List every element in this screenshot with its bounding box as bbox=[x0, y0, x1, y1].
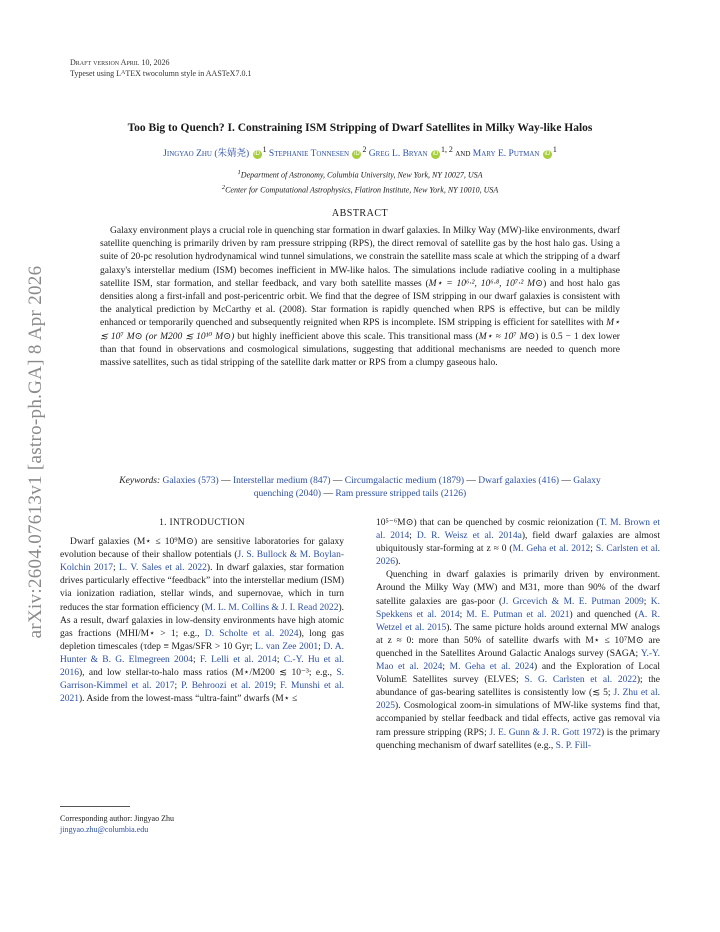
orcid-icon[interactable]: iD bbox=[354, 151, 360, 158]
citation-link[interactable]: F. Munshi et al. 2021 bbox=[60, 681, 344, 705]
paragraph-text: Dwarf galaxies (M⋆ ≤ 10⁹M⊙) are sensitive laboratories for galaxy evolution because of their shallow potentials ( bbox=[60, 537, 344, 561]
paragraph-text: ; bbox=[174, 681, 182, 692]
paragraph bbox=[376, 517, 660, 569]
citation-link[interactable]: L. V. Sales et al. 2022 bbox=[118, 563, 207, 574]
math-inline: M⋆ ≈ 10⁷ M⊙ bbox=[478, 331, 536, 342]
paragraph-text: ; bbox=[112, 563, 119, 574]
citation-link[interactable]: T. M. Brown et al. 2014 bbox=[376, 518, 660, 542]
citation-link[interactable]: J. Zhu et al. 2025 bbox=[376, 688, 660, 712]
paragraph-text: ; bbox=[643, 596, 651, 607]
paragraph-text: ), and low stellar-to-halo mass ratios (M⋆/M200 ≲ 10⁻³; e.g., bbox=[79, 668, 337, 679]
abstract-heading: ABSTRACT bbox=[331, 208, 389, 219]
author-list: Jingyao Zhu (朱婧尧) $iD^1$ Stephanie Tonnesen $iD^2$ Greg L. Bryan iD$^{1, 2}$ and Mary E. Putman $iD^1$ bbox=[163, 145, 557, 160]
footnote-rule bbox=[60, 806, 130, 807]
keyword-link[interactable]: Dwarf galaxies (416) bbox=[478, 476, 560, 486]
keywords-label: Keywords: bbox=[119, 476, 161, 486]
citation-link[interactable]: M. L. M. Collins & J. I. Read 2022 bbox=[204, 602, 339, 613]
paragraph-text: ; bbox=[459, 609, 467, 620]
email-link[interactable]: jingyao.zhu@columbia.edu bbox=[60, 825, 149, 834]
paragraph-text: ); the abundance of gas-bearing satellites is consistently low (≲ 5; bbox=[376, 675, 661, 699]
keyword-link[interactable]: Galaxy quenching (2040) bbox=[253, 476, 601, 499]
citation-link[interactable]: J. E. Gunn & J. R. Gott 1972 bbox=[489, 727, 601, 738]
paragraph-text: Quenching in dwarf galaxies is primarily driven by environment. Around the Milky Way (MW) and M31, more than 90% of the dwarf satellite galaxies are gas-poor ( bbox=[376, 570, 660, 607]
citation-link[interactable]: S. G. Carlsten et al. 2022 bbox=[524, 675, 637, 686]
author-name[interactable]: Mary E. Putman bbox=[472, 149, 540, 160]
paragraph-text: ; bbox=[193, 654, 200, 665]
right-column bbox=[376, 517, 660, 753]
citation-link[interactable]: M. Geha et al. 2024 bbox=[449, 662, 535, 673]
keyword-link[interactable]: Circumgalactic medium (1879) bbox=[344, 476, 465, 486]
citation-link[interactable]: J. Grcevich & M. E. Putman 2009 bbox=[502, 596, 644, 607]
citation-link[interactable]: K. Spekkens et al. 2014 bbox=[376, 596, 660, 620]
paragraph-text: ; bbox=[276, 654, 284, 665]
paragraph bbox=[60, 536, 344, 706]
citation-link[interactable]: C.-Y. Hu et al. 2016 bbox=[60, 654, 344, 679]
math-inline: M⋆ = 10⁶·², 10⁶·⁸, 10⁷·² M⊙ bbox=[428, 278, 544, 289]
keyword-link[interactable]: Interstellar medium (847) bbox=[232, 476, 331, 486]
orcid-icon[interactable]: iD bbox=[432, 151, 439, 158]
citation-link[interactable]: M. E. Putman et al. 2021 bbox=[466, 609, 570, 620]
left-column bbox=[60, 517, 344, 706]
keyword-link[interactable]: Ram pressure stripped tails (2126) bbox=[335, 489, 467, 499]
author-name[interactable]: Jingyao Zhu (朱婧尧) bbox=[163, 149, 250, 160]
orcid-icon[interactable]: iD bbox=[544, 151, 551, 158]
paragraph-text: ). As a result, dwarf galaxies in low-density environments have high atomic gas fractions (MHI/M⋆ > 1; e.g., bbox=[60, 602, 344, 639]
paragraph-text: ). Aside from the lowest-mass “ultra-faint” dwarfs (M⋆ ≤ bbox=[79, 694, 298, 705]
keyword-link[interactable]: Galaxies (573) bbox=[162, 476, 219, 486]
citation-link[interactable]: S. Carlsten et al. 2026 bbox=[376, 544, 661, 568]
abstract-text: Galaxy environment plays a crucial role in quenching star formation in dwarf galaxies. In Milky Way (MW)-like environments, dwarf satellite quenching is primarily driven by ram pressure stripping (RPS), the direct removal of satellite gas by the host halo gas. Using a suite of 20-pc resolution hydrodynamical wind tunnel simulations, we constrain the satellite mass scale at which the stripping of a dwarf galaxy's interstellar medium (ISM) becomes inefficient in MW-like halos. The simulations include radiative cooling in a multiphase satellite ISM, star formation, and stellar feedback, and vary both satellite masses (M⋆ = 10⁶·², 10⁶·⁸, 10⁷·² M⊙) and host halo gas densities along a first-infall and post-pericentric orbit. We find that the degree of ISM stripping in our dwarf galaxies is consistent with the analytical prediction by McCarthy et al. (2008). Star formation is rapidly quenched when RPS is effective, but can be mildly enhanced or temporarily quenched and subsequently reignited when RPS is incomplete. ISM stripping is efficient for satellites with M⋆ ≲ 10⁷ M⊙ (or M200 ≲ 10¹⁰ M⊙) but highly inefficient above this scale. This transitional mass (M⋆ ≈ 10⁷ M⊙) is 0.5 − 1 dex lower than that found in observations and cosmological simulations, suggesting that additional mechanisms are needed to quench more massive satellites, such as tidal stripping of the satellite dark matter or RPS from a clumpy gaseous halo. bbox=[100, 226, 620, 369]
citation-link[interactable]: Y.-Y. Mao et al. 2024 bbox=[376, 648, 660, 673]
paragraph-text: ). The same picture holds around external MW analogs at z ≈ 0: more than 50% of satellite dwarfs with M⋆ ≤ 10⁷M⊙ are quenched in the Satellites Around Galactic Analogs survey (SAGA; bbox=[376, 622, 660, 659]
paragraph-text: ; bbox=[409, 531, 417, 542]
citation-link[interactable]: P. Behroozi et al. 2019 bbox=[181, 681, 274, 692]
section-heading: 1. INTRODUCTION bbox=[159, 518, 245, 528]
arxiv-stamp-text: arXiv:2604.07613v1 [astro-ph.GA] 8 Apr 2026 bbox=[25, 265, 46, 639]
paragraph-text: 10⁵⁻⁶M⊙) that can be quenched by cosmic reionization ( bbox=[376, 518, 600, 528]
paragraph-text: ) is the primary quenching mechanism of dwarf satellites (e.g., bbox=[376, 727, 660, 751]
citation-link[interactable]: J. S. Bullock & M. Boylan-Kolchin 2017 bbox=[60, 550, 344, 574]
citation-link[interactable]: S. Garrison-Kimmel et al. 2017 bbox=[60, 668, 344, 692]
citation-link[interactable]: M. Geha et al. 2012 bbox=[512, 544, 591, 555]
paragraph-text: ), field dwarf galaxies are almost ubiquitously star-forming at z ≈ 0 ( bbox=[376, 531, 661, 555]
paragraph-text: ). Cosmological zoom-in simulations of MW-like systems find that, accompanied by stellar feedback and tidal effects, active gas removal via ram pressure stripping (RPS; bbox=[376, 701, 660, 738]
paragraph-text: ; bbox=[442, 662, 450, 673]
draft-version: Draft version April 10, 2026 bbox=[70, 58, 170, 67]
affiliations bbox=[60, 167, 660, 196]
math-inline: M⋆ ≲ 10⁷ M⊙ (or M200 ≲ 10¹⁰ M⊙) bbox=[100, 318, 620, 342]
orcid-icon[interactable]: iD bbox=[254, 151, 260, 158]
author-name[interactable]: Greg L. Bryan bbox=[368, 149, 428, 160]
paragraph-text: ). In dwarf galaxies, star formation drives particularly effective “feedback” into the interstellar medium (ISM) via ionization radiation, stellar winds, and supernovae, which in turn reduces the star formation efficiency ( bbox=[60, 563, 344, 613]
paragraph-text: ) and the Exploration of Local VolumE Satellites survey (ELVES; bbox=[376, 662, 661, 686]
citation-link[interactable]: D. R. Weisz et al. 2014a bbox=[416, 531, 522, 542]
keywords: Keywords: Galaxies (573) — Interstellar medium (847) — Circumgalactic medium (1879) — Dwarf galaxies (416) — Galaxy quenching (2040) — Ram pressure stripped tails (2126) bbox=[119, 476, 601, 499]
paragraph-text: ; bbox=[273, 681, 281, 692]
author-conjunction: and bbox=[455, 149, 471, 160]
paragraph-text: ), long gas depletion timescales (τdep ≡ Mgas/SFR > 10 Gyr; bbox=[60, 628, 345, 652]
author-name[interactable]: Stephanie Tonnesen bbox=[268, 149, 350, 160]
citation-link[interactable]: L. van Zee 2001 bbox=[255, 641, 319, 652]
header-notes bbox=[70, 57, 251, 79]
citation-link[interactable]: F. Lelli et al. 2014 bbox=[199, 654, 277, 665]
paragraph-text: ). bbox=[395, 557, 401, 568]
paragraph-text: ; bbox=[318, 641, 324, 652]
typeset-note: Typeset using $L^ATEX$ twocolumn style in AASTeX7.0.1 bbox=[70, 69, 252, 78]
citation-link[interactable]: S. P. Fill- bbox=[555, 740, 592, 751]
affiliation: $^1$Department of Astronomy, Columbia University, New York, NY 10027, USA bbox=[237, 169, 483, 180]
citation-link[interactable]: D. A. Hunter & B. G. Elmegreen 2004 bbox=[60, 641, 344, 665]
corresponding-label: Corresponding author: Jingyao Zhu bbox=[60, 814, 174, 823]
citation-link[interactable]: A. R. Wetzel et al. 2015 bbox=[376, 609, 660, 633]
paragraph bbox=[376, 569, 660, 752]
citation-link[interactable]: D. Scholte et al. 2024 bbox=[204, 628, 299, 639]
corresponding-author bbox=[60, 813, 174, 835]
paper-title: Too Big to Quench? I. Constraining ISM Stripping of Dwarf Satellites in Milky Way-like Halos bbox=[127, 122, 593, 134]
paragraph-text: ; bbox=[590, 544, 596, 555]
arxiv-identifier-stamp bbox=[22, 224, 50, 680]
paragraph-text: ) and quenched ( bbox=[569, 609, 639, 620]
affiliation: $^2$Center for Computational Astrophysics, Flatiron Institute, New York, NY 10010, USA bbox=[221, 183, 499, 195]
